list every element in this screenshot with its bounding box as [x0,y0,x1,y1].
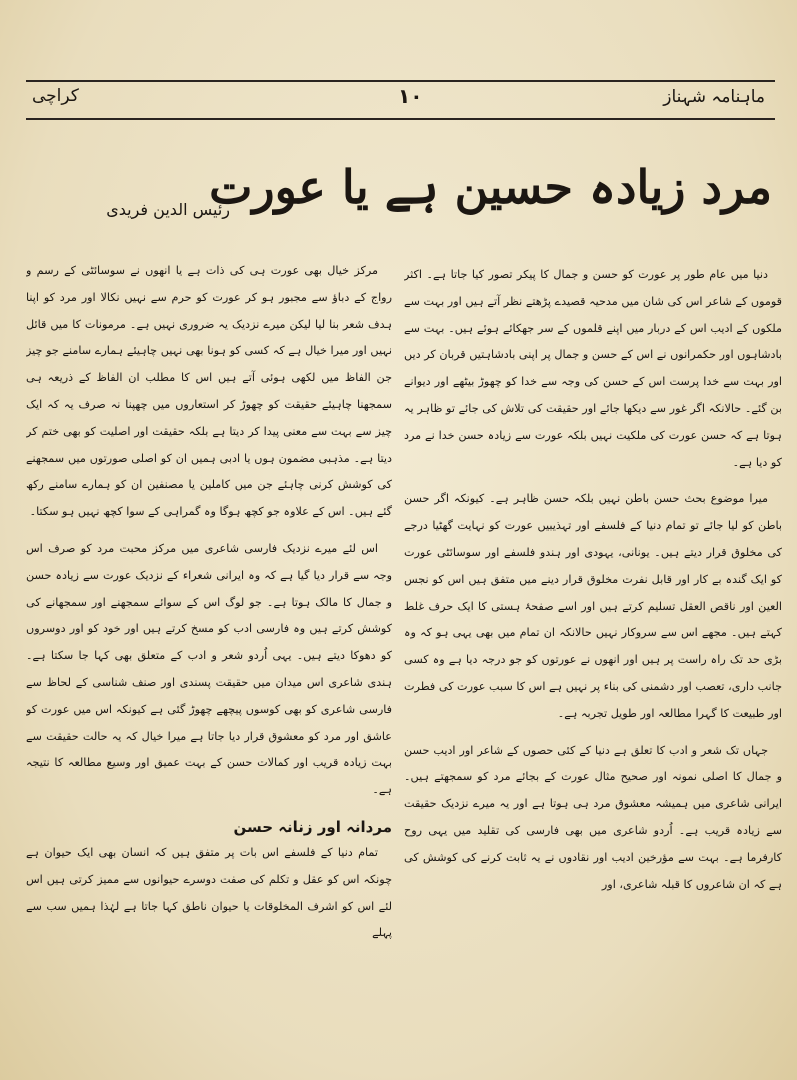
paragraph: مرکز خیال بھی عورت ہی کی ذات ہے یا انھوں نے سوسائٹی کے رسم و رواج کے دباؤ سے مجبور ہو کر عورت کو حرم سے نہیں نکالا اور مرد کو اپنا ہدف شعر بنا لیا لیکن میرے نزدیک یہ ضروری نہیں ہے۔ مرمونات کا میں قائل نہیں اور میرا خیال ہے کہ کسی کو ہونا بھی نہیں چاہیئے ہمارے سامنے جو چیز جن الفاظ میں لکھی ہوئی آتے ہیں اس کا مطلب ان الفاظ کے ذریعہ ہی سمجھنا چاہیئے حقیقت کو چھوڑ کر استعاروں میں چھپنا نہ صرف یہ کہ ایک چیز سے بہت سے معنی پیدا کر دیتا ہے بلکہ حقیقت اور اصلیت کو بھی ختم کر دیتا ہے۔ مذہبی مضمون ہوں یا ادبی ہمیں ان کو اصلی صورتوں میں سمجھنے کی کوشش کرنی چاہئے جن میں کاملین یا مصنفین ان کو ہمارے سامنے رکھ گئے ہیں۔ اس کے علاوہ جو کچھ ہوگا وہ گمراہی کے سوا کچھ نہیں ہو سکتا۔ [26,264,392,519]
paragraph: دنیا میں عام طور پر عورت کو حسن و جمال کا پیکر تصور کیا جاتا ہے۔ اکثر قوموں کے شاعر اس کی شان میں مدحیہ قصیدے پڑھتے نظر آتے ہیں اور بہت سے ملکوں کے ادیب اس کے دربار میں اپنے قلموں کے سر جھکائے ہوئے ہیں۔ بہت سے بادشاہوں اور حکمرانوں نے اس کے حسن و جمال پر اپنی بادشاہتیں قربان کر دیں اور بہت سے خدا پرست اس کے حسن کی وجہ سے خدا کو چھوڑ بیٹھے اور دیوانے بن گئے۔ حالانکہ اگر غور سے دیکھا جائے اور حقیقت کی تلاش کی جائے تو ظاہر یہ ہوتا ہے کہ حسن عورت کی ملکیت نہیں بلکہ عورت سے زیادہ حسن خدا نے مرد کو دیا ہے۔ [404,268,782,469]
running-header [26,84,775,114]
right-column [404,262,782,1062]
paragraph: جہاں تک شعر و ادب کا تعلق ہے دنیا کے کئی حصوں کے شاعر اور ادیب حسن و جمال کا اصلی نمونہ اور صحیح مثال عورت کے بجائے مرد کو سمجھتے ہیں۔ ایرانی شاعری میں ہمیشہ معشوق مرد ہی ہوتا ہے اور یہ میرے نزدیک حقیقت سے زیادہ قریب ہے۔ اُردو شاعری میں بھی فارسی کی تقلید میں یہی روح کارفرما ہے۔ بہت سے مؤرخین ادیب اور نقادوں نے یہ ثابت کرنے کی کوشش کی ہے کہ ان شاعروں کا قبلہ شاعری، اور [404,743,782,891]
header-rule [26,118,775,120]
paragraph: میرا موضوع بحث حسن باطن نہیں بلکہ حسن ظاہر ہے۔ کیونکہ اگر حسن باطن کو لیا جائے تو تمام دنیا کے فلسفے اور تہذیبیں عورت کو نہایت گھٹیا درجے کی مخلوق قرار دیتے ہیں۔ یونانی، یہودی اور ہندو فلسفے اور سوسائٹی عورت کو ایک گندہ بے کار اور قابل نفرت مخلوق قرار دینے میں متفق ہیں اس کو نجس العین اور ناقص العقل تسلیم کرتے ہیں اور اسے صفحۂ ہستی کا ایک حرف غلط کہتے ہیں۔ مجھے اس سے سروکار نہیں حالانکہ ان تمام میں بھی یہی ہو کہ وہ بڑی حد تک راہ راست پر ہیں اور انھوں نے عورتوں کو جو درجہ دیا ہے وہ کسی جانب داری، تعصب اور دشمنی کی بناء پر نہیں ہے اس کا سبب عورت کی فطرت اور طبیعت کا گہرا مطالعہ اور طویل تجربہ ہے۔ [404,492,782,720]
article-title: مرد زیادہ حسین ہے یا عورت [209,160,772,214]
page-number: ۱۰ [398,84,423,108]
article-author: رئیس الدین فریدی [106,200,230,219]
section-subheading: مردانہ اور زنانہ حسن [233,817,392,836]
paragraph: تمام دنیا کے فلسفے اس بات پر متفق ہیں کہ انسان بھی ایک حیوان ہے چونکہ اس کو عقل و تکلم کی صفت دوسرے حیوانوں سے ممیز کرتی ہیں اس لئے اس کو اشرف المخلوقات یا حیوان ناطق کہا جاتا ہے لہٰذا ہمیں سب سے پہلے [26,845,392,940]
top-rule [26,80,775,82]
paragraph: اس لئے میرے نزدیک فارسی شاعری میں مرکز محبت مرد کو صرف اس وجہ سے قرار دیا گیا ہے کہ وہ ایرانی شعراء کے نزدیک عورت سے زیادہ حسن و جمال کا مالک ہوتا ہے۔ جو لوگ اس کے سوائے سمجھنے اور سمجھانے کی کوشش کرتے ہیں وہ فارسی ادب کو مسخ کرتے ہیں اور خود کو اور دوسروں کو دھوکا دیتے ہیں۔ یہی اُردو شعر و ادب کے متعلق بھی کہا جا سکتا ہے۔ ہندی شاعری اس میدان میں حقیقت پسندی اور صنف شناسی کے لحاظ سے فارسی شاعری کو بھی کوسوں پیچھے چھوڑ گئی ہے کیونکہ اس میں عورت کو عاشق اور مرد کو معشوق قرار دیا جاتا ہے میرا خیال کہ یہ حالت حقیقت سے بہت زیادہ قریب اور کمالات حسن کے بہت عمیق اور وسیع مطالعہ کا نتیجہ ہے۔ [26,541,392,797]
city-name: کراچی [32,86,79,106]
left-column [26,258,392,1063]
magazine-name: ماہنامہ شہناز [663,87,765,107]
